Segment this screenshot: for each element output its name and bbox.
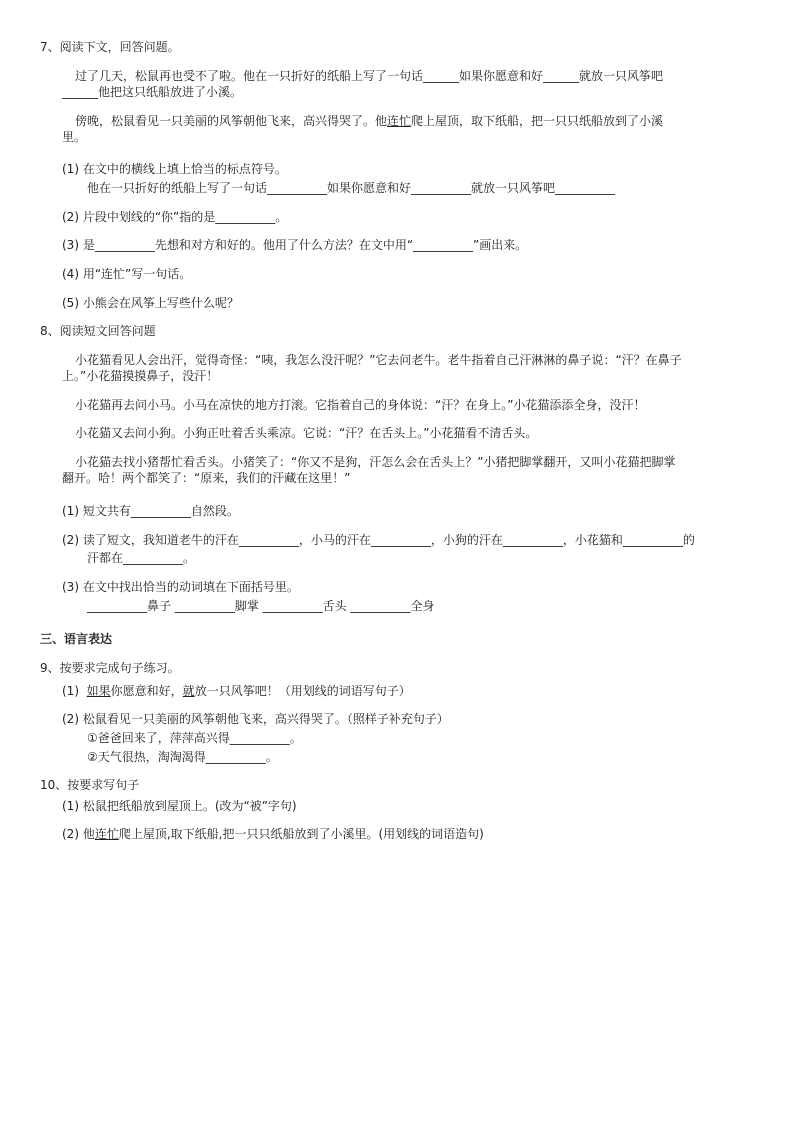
q9-subquestion-2: (2) 松鼠看见一只美丽的风筝朝他飞来，高兴得哭了。（照样子补充句子） <box>62 712 449 726</box>
q7-subquestion-1: (1) 在文中的横线上填上恰当的标点符号。 <box>62 162 287 176</box>
text: 放一只风筝吧！（用划线的词语写句子） <box>194 684 411 698</box>
text: 爬上屋顶,取下纸船,把一只只纸船放到了小溪里。(用划线的词语造句) <box>118 827 484 841</box>
q10-heading: 10、按要求写句子 <box>40 778 140 792</box>
q7-subquestion-5: (5) 小熊会在风筝上写些什么呢？ <box>62 296 239 310</box>
q8-passage-line: 小花猫又去问小狗。小狗正吐着舌头乘凉。它说：“汗？在舌头上。”小花猫看不清舌头。 <box>75 426 538 440</box>
underlined-word: 如果 <box>86 684 111 698</box>
text: 傍晚，松鼠看见一只美丽的风筝朝他飞来，高兴得哭了。他 <box>75 114 388 128</box>
underlined-word: 就 <box>182 684 195 698</box>
q8-passage-line: 小花猫看见人会出汗，觉得奇怪：“咦，我怎么没汗呢？”它去问老牛。老牛指着自己汗淋淋的鼻子说：“汗？在鼻子 <box>75 353 682 367</box>
section-3-heading: 三、语言表达 <box>40 632 113 646</box>
q8-heading: 8、阅读短文回答问题 <box>40 324 156 338</box>
text: (1) <box>62 684 79 698</box>
underlined-word: 连忙 <box>387 114 412 128</box>
text: (2) 他 <box>62 827 95 841</box>
q8-passage-line: 上。”小花猫摸摸鼻子，没汗！ <box>62 369 219 383</box>
q8-passage-line: 翻开。哈！两个都笑了：“原来，我们的汗藏在这里！” <box>62 471 351 485</box>
q7-passage-line: ______他把这只纸船放进了小溪。 <box>62 85 243 99</box>
q7-passage-line: 过了几天，松鼠再也受不了啦。他在一只折好的纸船上写了一句话______如果你愿意和好______就放一只风筝吧 <box>75 69 664 83</box>
q9-subquestion-2-item: ①爸爸回来了，萍萍高兴得__________。 <box>87 731 302 745</box>
q8-passage-line: 小花猫再去问小马。小马在凉快的地方打滚。它指着自己的身体说：“汗？在身上。”小花猫添添全身，没汗！ <box>75 398 646 412</box>
q7-heading: 7、阅读下文，回答问题。 <box>40 40 180 54</box>
q10-subquestion-1: (1) 松鼠把纸船放到屋顶上。(改为“被”字句) <box>62 799 297 813</box>
underlined-word: 连忙 <box>94 827 119 841</box>
q8-subquestion-3: (3) 在文中找出恰当的动词填在下面括号里。 <box>62 580 299 594</box>
q7-subquestion-3: (3) 是__________先想和对方和好的。他用了什么方法？在文中用“__________”画出来。 <box>62 238 528 252</box>
q8-subquestion-2-cont: 汗都在__________。 <box>87 551 196 565</box>
q9-subquestion-2-item: ②天气很热，淘淘渴得__________。 <box>87 750 278 764</box>
q10-subquestion-2 <box>62 826 484 842</box>
q7-subquestion-4: (4) 用“连忙”写一句话。 <box>62 267 192 281</box>
q8-subquestion-3-blank-line: __________鼻子 __________脚掌 __________舌头 __________全身 <box>87 599 435 613</box>
q7-subquestion-2: (2) 片段中划线的“你”指的是__________。 <box>62 210 288 224</box>
q9-subquestion-1 <box>62 683 411 699</box>
q8-subquestion-1: (1) 短文共有__________自然段。 <box>62 504 239 518</box>
q7-passage-line <box>75 113 663 129</box>
text: 爬上屋顶，取下纸船，把一只只纸船放到了小溪 <box>411 114 664 128</box>
q8-subquestion-2: (2) 读了短文，我知道老牛的汗在__________，小马的汗在__________，小狗的汗在__________，小花猫和__________的 <box>62 533 695 547</box>
q8-passage-line: 小花猫去找小猪帮忙看舌头。小猪笑了：“你又不是狗，汗怎么会在舌头上？”小猪把脚掌翻开，又叫小花猫把脚掌 <box>75 455 676 469</box>
q7-subquestion-1-blank-line: 他在一只折好的纸船上写了一句话__________如果你愿意和好__________就放一只风筝吧__________ <box>87 181 616 195</box>
q9-heading: 9、按要求完成句子练习。 <box>40 661 180 675</box>
text: 你愿意和好， <box>110 684 183 698</box>
q7-passage-line: 里。 <box>62 130 87 144</box>
